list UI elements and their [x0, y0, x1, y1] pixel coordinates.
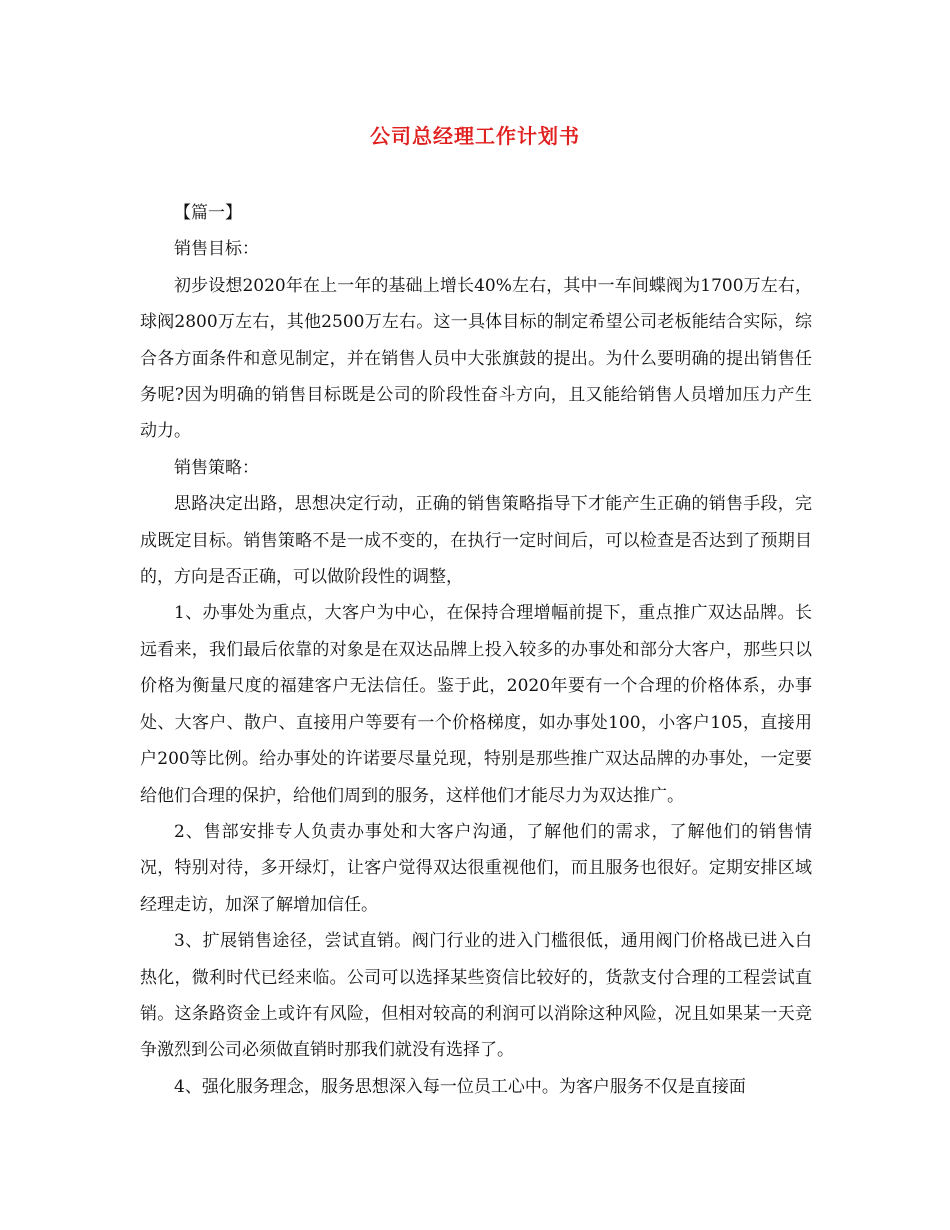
section-label: 【篇一】: [174, 203, 242, 223]
paragraph-sales-strategy: 思路决定出路，思想决定行动，正确的销售策略指导下才能产生正确的销售手段，完成既定目标。销售策略不是一成不变的，在执行一定时间后，可以检查是否达到了预期目的，方向是否正确，可以做阶段性的调整，: [140, 494, 812, 588]
subheading-sales-goal: 销售目标：: [174, 239, 259, 260]
document-body: [140, 195, 812, 1105]
document-title: 公司总经理工作计划书: [370, 124, 580, 148]
paragraph-item-3: 3、扩展销售途径，尝试直销。阀门行业的进入门槛很低，通用阀门价格战已进入白热化，微利时代已经来临。公司可以选择某些资信比较好的，货款支付合理的工程尝试直销。这条路资金上或许有风险，但相对较高的利润可以消除这种风险，况且如果某一天竞争激烈到公司必须做直销时那我们就没有选择了。: [140, 931, 812, 1061]
paragraph-item-1: 1、办事处为重点，大客户为中心，在保持合理增幅前提下，重点推广双达品牌。长远看来，我们最后依靠的对象是在双达品牌上投入较多的办事处和部分大客户，那些只以价格为衡量尺度的福建客户无法信任。鉴于此，2020年要有一个合理的价格体系，办事处、大客户、散户、直接用户等要有一个价格梯度，如办事处100，小客户105，直接用户200等比例。给办事处的许诺要尽量兑现，特别是那些推广双达品牌的办事处，一定要给他们合理的保护，给他们周到的服务，这样他们才能尽力为双达推广。: [140, 603, 812, 806]
subheading-sales-strategy: 销售策略：: [174, 457, 259, 478]
paragraph-item-2: 2、售部安排专人负责办事处和大客户沟通，了解他们的需求，了解他们的销售情况，特别对待，多开绿灯，让客户觉得双达很重视他们，而且服务也很好。定期安排区域经理走访，加深了解增加信任。: [140, 821, 812, 915]
paragraph-sales-goal: 初步设想2020年在上一年的基础上增长40%左右，其中一车间蝶阀为1700万左右，球阀2800万左右，其他2500万左右。这一具体目标的制定希望公司老板能结合实际，综合各方面条件和意见制定，并在销售人员中大张旗鼓的提出。为什么要明确的提出销售任务呢?因为明确的销售目标既是公司的阶段性奋斗方向，且又能给销售人员增加压力产生动力。: [140, 275, 812, 442]
paragraph-item-4: 4、强化服务理念，服务思想深入每一位员工心中。为客户服务不仅是直接面: [174, 1076, 746, 1097]
